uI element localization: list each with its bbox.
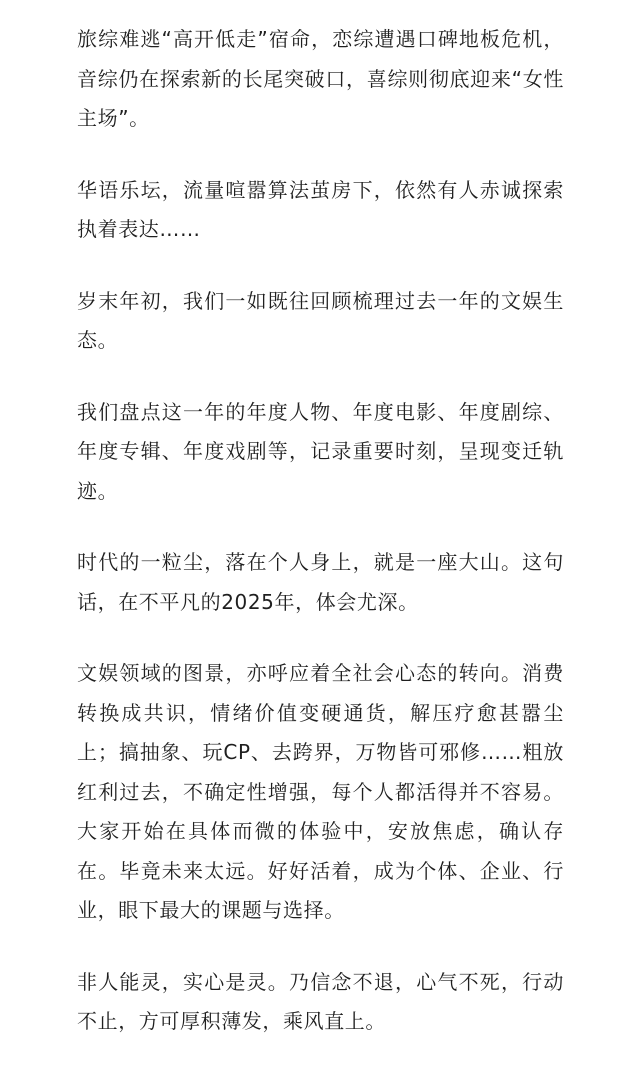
paragraph-7: 非人能灵，实心是灵。乃信念不退，心气不死，行动不止，方可厚积薄发，乘风直上。 <box>77 969 564 1033</box>
paragraph-6: 文娱领域的图景，亦呼应着全社会心态的转向。消费转换成共识，情绪价值变硬通货，解压疗愈甚嚣尘上；搞抽象、玩CP、去跨界，万物皆可邪修……粗放红利过去，不确定性增强，每个人都活得并不容易。大家开始在具体而微的体验中，安放焦虑，确认存在。毕竟未来太远。好好活着，成为个体、企业、行业，眼下最大的课题与选择。 <box>77 661 564 922</box>
paragraph-5: 时代的一粒尘，落在个人身上，就是一座大山。这句话，在不平凡的2025年，体会尤深。 <box>77 550 564 614</box>
paragraph-2: 华语乐坛，流量喧嚣算法茧房下，依然有人赤诚探索执着表达…… <box>77 177 564 241</box>
paragraph-1: 旅综难逃“高开低走”宿命，恋综遭遇口碑地板危机，音综仍在探索新的长尾突破口，喜综则彻底迎来“女性主场”。 <box>77 27 564 130</box>
paragraph-3: 岁末年初，我们一如既往回顾梳理过去一年的文娱生态。 <box>77 288 564 352</box>
paragraph-4: 我们盘点这一年的年度人物、年度电影、年度剧综、年度专辑、年度戏剧等，记录重要时刻，呈现变迁轨迹。 <box>77 399 564 503</box>
